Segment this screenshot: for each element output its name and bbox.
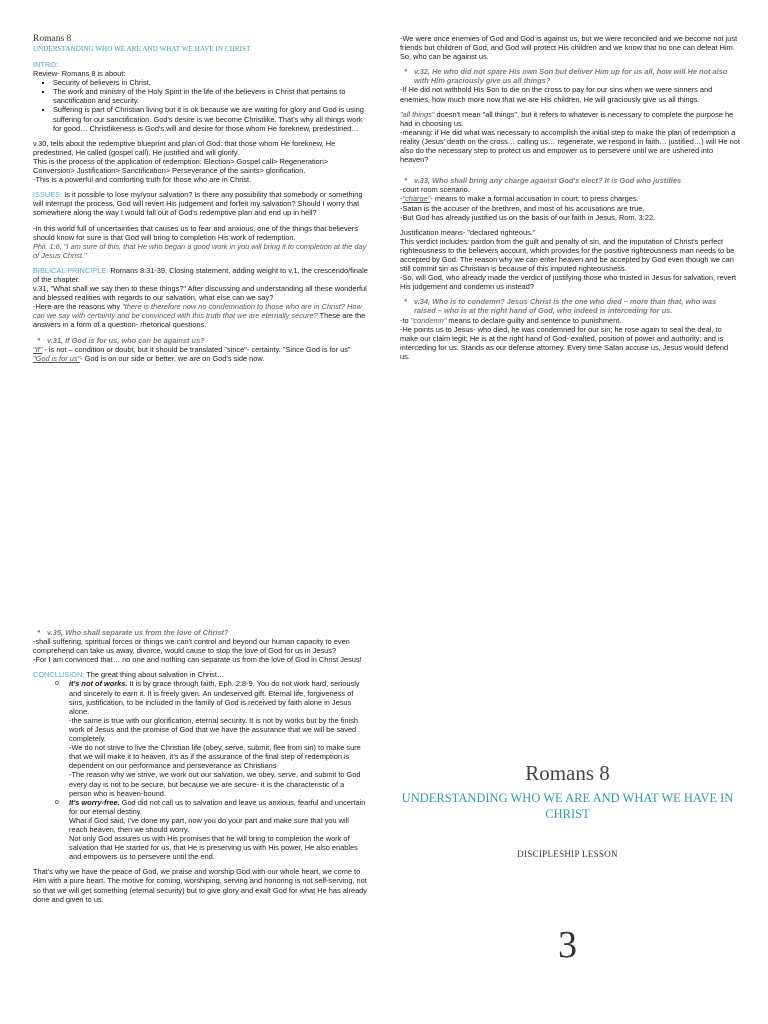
cover-lesson-label: DISCIPLESHIP LESSON bbox=[517, 849, 618, 859]
conclusion-label: CONCLUSION: bbox=[33, 670, 85, 680]
condemn-word: "condemn" bbox=[410, 315, 447, 325]
intro-v30: v.30, tells about the redemptive blueprint and plan of God: that those whom He foreknew, He predestined, He called (gospel call), He justified and will glorify. bbox=[33, 138, 336, 157]
conclusion-paragraph bbox=[33, 670, 368, 679]
list-item bbox=[69, 798, 368, 862]
principle-text: Romans 8:31-39. Closing statement, adding weight to v.1, the crescendo/finale of the chapter. bbox=[33, 265, 368, 284]
intro-bullet-list bbox=[33, 78, 368, 133]
verse-text: v.35, Who shall separate us from the love of Christ? bbox=[47, 628, 229, 637]
principle-reasons bbox=[33, 302, 368, 329]
bullet-icon: ● bbox=[37, 336, 41, 343]
v34-points: -He points us to Jesus- who died, he was condemned for our sin; he rose again to seal the deal, to make our claim legit; He is at the right hand of God- exalted, position of power and authority; and is interceding for us. Stands as our defense attorney. Every time Satan accuse us, Jesus would defend us. bbox=[400, 324, 729, 361]
item1-p4: -The reason why we strive, we work out our salvation, we obey, serve, and submit to God every day is not to be secure, but because we are secure- it is the characteristic of a person who is heaven-bound. bbox=[69, 770, 361, 798]
item1-p3: -We do not strive to live the Christian life (obey, serve, submit, flee from sin) to make sure that we will make it to heaven, it's as if the assurance of the final step of redemption is dependent on our performance and perseverance as Christians bbox=[69, 743, 361, 771]
charge-word: "charge" bbox=[402, 194, 431, 204]
v33-court: -court room scenario. bbox=[400, 185, 470, 195]
item1-lead bbox=[69, 679, 368, 715]
verse-v31 bbox=[33, 336, 368, 345]
issues-text: Is it possible to lose my/your salvation? Is there any possibility that somebody or something will interrupt the process, God will revert His judgement and forfeit my salvation? Should I worry that somewhere along the way I would fall out of God's redemptive plan and end up in hell? bbox=[33, 190, 363, 218]
intro-process: This is the process of the application of redemption: Election> Gospel call> Regeneration> Conversion> Justification> Sanctification> Perseverance of the saints> glorification. bbox=[33, 156, 329, 176]
all-things-text: doesn't mean "all things", but it refers to whatever is necessary to complete the purpose he had in choosing us. bbox=[400, 109, 734, 128]
if-text: - is not – condition or doubt, but it should be translated "since"- certainty. "Since God is for us" bbox=[42, 344, 351, 354]
conclusion-list bbox=[33, 679, 368, 861]
item2-head: It's worry-free. bbox=[69, 797, 120, 807]
verse-v35 bbox=[33, 628, 368, 637]
v32-text: -If He did not withhold His Son to die on the cross to pay for our sins when we were sinners and enemies, how much more now that we are His children, He will graciously give us all things. bbox=[400, 85, 713, 104]
if-explanation bbox=[33, 345, 368, 354]
principle-v31: v.31, "What shall we say then to these things?" After discussing and understanding all these wonderful and blessed realities with regards to our salvation, what else can we say? bbox=[33, 284, 367, 303]
bullet-icon: ● bbox=[404, 298, 408, 305]
conclusion-intro: The great thing about salvation in Christ… bbox=[86, 670, 225, 680]
verse-v33 bbox=[400, 176, 740, 185]
v33-satan: -Satan is the accuser of the brethren, and most of his accusations are true. bbox=[400, 203, 645, 213]
top-right-column bbox=[400, 34, 740, 361]
list-item: ▪ Suffering is part of Christian living but it is ok because we are waiting for glory and God is using suffering for our sanctification. God's desire is we become Christlike. That's why all things work for good… Christlikeness is God's will and desire for those whom He foreknew, predestined… bbox=[53, 105, 368, 132]
condemn-pre: -to bbox=[400, 315, 411, 325]
condemn-explanation bbox=[400, 316, 740, 325]
v33-so: -So, will God, who already made the verdict of justifying those who trusted in Jesus for salvation, revert His judgement and condemn us instead? bbox=[400, 273, 737, 292]
bullet-icon: ● bbox=[404, 177, 408, 184]
list-item: ▪ Security of believers in Christ, bbox=[53, 78, 368, 87]
v33-verdict: This verdict includes: pardon from the guilt and penalty of sin, and the imputation of Christ's perfect righteousness to the believers account, which provides for the positive righteousness man needs to be accepted by God. The reason why we can enter heaven and be accepted by God even though we can still commit sin as Christian is because of this imputed righteousness. bbox=[400, 236, 735, 274]
verse-text: v.32, He who did not spare His own Son but deliver Him up for us all, how will He not also with Him graciously give us all things? bbox=[414, 67, 728, 86]
v32-pre: -We were once enemies of God and God is against us, but we were reconciled and we become not just friends but children of God, and God will protect His children and we know that no one can defeat Him. So, who can be against us. bbox=[400, 34, 738, 62]
phil-quote: Phil. 1:6, "I am sure of this, that He who began a good work in you will bring it to completion at the day of Jesus Christ." bbox=[33, 241, 367, 260]
cover-panel bbox=[400, 760, 735, 965]
verse-v32 bbox=[400, 67, 740, 85]
v35-convinced: -For I am convinced that… no one and nothing can separate us from the love of God in Christ Jesus! bbox=[33, 655, 362, 665]
verse-text: v.31, If God is for us, who can be against us? bbox=[47, 335, 205, 345]
issues-world: -In this world full of uncertainties that causes us to fear and anxious, one of the things that believers should know for sure is that God will bring to completion His work of redemption. bbox=[33, 223, 358, 242]
for-us-text: - God is on our side or better, we are on God's side now. bbox=[80, 353, 265, 363]
item2-p2: What if God said, I've done my part, now you do your part and make sure that you will reach heaven, then we should worry. bbox=[69, 815, 349, 834]
reasons-pre: -Here are the reasons why bbox=[33, 302, 123, 312]
for-us-word: "God is for us" bbox=[33, 353, 81, 363]
all-things-word: "all things" bbox=[400, 109, 435, 119]
charge-text: - means to make a formal accusation in court; to press charges. bbox=[430, 194, 639, 204]
top-left-column bbox=[33, 34, 368, 363]
v32-meaning: -meaning: if He did what was necessary to accomplish the initial step to make the plan of redemption a reality (Jesus' death on the cross… calling us… regenerate, we respond in faith… justified…) will He not also do the necessary step to protect us and empower us to persevere until we are ushered into heaven? bbox=[400, 127, 740, 165]
page-title: Romans 8 bbox=[33, 34, 72, 44]
item1-p2: -the same is true with our glorification, eternal security. It is not by works but by the finish work of Jesus and the promise of God that we have the assurance that we will be saved completely. bbox=[69, 715, 359, 744]
charge-explanation: -"charge"- means to make a formal accusation in court; to press charges. bbox=[400, 194, 639, 204]
condemn-text: means to declare guilty and sentence to punishment. bbox=[446, 315, 622, 325]
intro-heading bbox=[33, 60, 368, 69]
principle-label: BIBLICAL PRINCIPLE: bbox=[33, 265, 109, 275]
verse-text: v.34, Who is to condemn? Jesus Christ is the one who died – more than that, who was raised – who is at the right hand of God, who indeed is interceding for us. bbox=[414, 297, 717, 316]
issues-paragraph bbox=[33, 190, 368, 217]
intro-truth: -This is a powerful and comforting truth for those who are in Christ. bbox=[33, 175, 252, 185]
intro-label: INTRO: bbox=[33, 60, 59, 69]
item2-text: God did not call us to salvation and leave us anxious, fearful and uncertain for our eternal destiny. bbox=[69, 797, 366, 816]
v35-shall: -shall suffering, spiritual forces or things we can't control and beyond our human capacity to even comprehend can take us away, divorce, would cause to stop the love of God for us in Jesus? bbox=[33, 637, 350, 656]
verse-v34 bbox=[400, 297, 740, 315]
cover-subtitle: UNDERSTANDING WHO WE ARE AND WHAT WE HAVE IN CHRIST bbox=[401, 791, 734, 821]
page-subtitle: UNDERSTANDING WHO WE ARE AND WHAT WE HAVE IN CHRIST bbox=[33, 45, 251, 53]
principle-paragraph bbox=[33, 266, 368, 284]
all-things-explanation bbox=[400, 110, 740, 128]
v33-justification: Justification means- "declared righteous." bbox=[400, 227, 536, 237]
intro-review: Review- Romans 8 is about: bbox=[33, 69, 126, 79]
cover-title: Romans 8 bbox=[525, 761, 610, 785]
item2-p3: Not only God assures us with His promises that he will bring to completion the work of salvation that He started for us, that He is preserving us with His power, He also enables and empowers us to persevere until the end. bbox=[69, 834, 358, 862]
for-us-explanation bbox=[33, 354, 368, 363]
item2-lead bbox=[69, 798, 368, 816]
bottom-left-column bbox=[33, 628, 368, 904]
bullet-icon: ● bbox=[37, 629, 41, 635]
v33-justified: -But God has already justified us on the basis of our faith in Jesus, Rom. 3:22. bbox=[400, 212, 656, 222]
issues-label: ISSUES: bbox=[33, 190, 63, 200]
item1-head: it's not of works. bbox=[69, 679, 128, 689]
bullet-icon: ● bbox=[404, 68, 408, 75]
item1-text: It is by grace through faith, Eph. 2:8-9. You do not work hard, seriously and sincerely to earn it. It is freely given. An undeserved gift. Eternal life, forgiveness of sins, justification, to be included in the family of God is received by faith alone in Jesus alone. bbox=[69, 679, 360, 716]
list-item bbox=[69, 679, 368, 797]
lesson-number: 3 bbox=[558, 924, 577, 967]
if-word: "If" bbox=[33, 344, 43, 354]
list-item: ▪ The work and ministry of the Holy Spirit in the life of the believers in Christ that pertains to sanctification and security. bbox=[53, 87, 368, 105]
verse-text: v.33, Who shall bring any charge against God's elect? It is God who justifies bbox=[414, 176, 682, 186]
reasons-italic: "there is therefore now no condemnation to those who are in Christ? How can we say with certainty and be convinced with this truth that we are eternally secure? bbox=[33, 302, 362, 321]
conclusion-closing: That's why we have the peace of God, we praise and worship God with our whole heart, we come to Him with a pure heart. The motive for coming, worshiping, serving and honoring is not self-serving, not so that we will get something (eternal security) but to give glory and exalt God for what He has already done and given to us. bbox=[33, 867, 367, 904]
reasons-post: These are the answers in a form of a question- rhetorical questions. bbox=[33, 311, 366, 330]
